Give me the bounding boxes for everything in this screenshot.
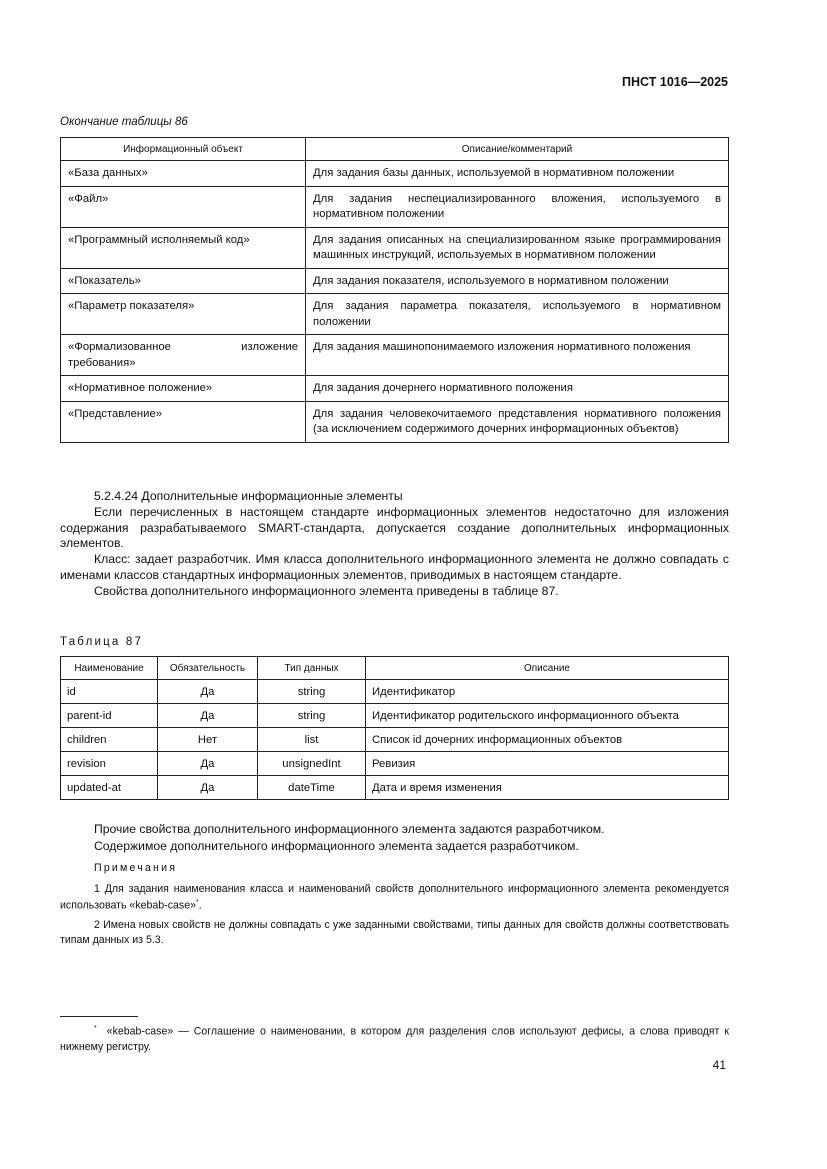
column-header-type: Тип данных	[258, 657, 366, 680]
table-row	[61, 186, 729, 227]
footnote-separator	[60, 1016, 138, 1017]
footnote-text: «kebab-case» — Соглашение о наименовании, в котором для разделения слов используют дефисы, а слова приводят к нижнему регистру.	[60, 1025, 729, 1053]
table-row	[61, 776, 729, 800]
description-cell: Для задания описанных на специализированном языке программирования машинных инструкций, используемых в нормативном положении	[306, 227, 729, 268]
column-header-name: Наименование	[61, 657, 158, 680]
footnote-paragraph	[60, 1021, 729, 1055]
name-cell: id	[61, 680, 158, 704]
footnote-mark: *	[94, 1025, 97, 1032]
required-cell: Да	[158, 704, 258, 728]
section-heading: 5.2.4.24 Дополнительные информационные элементы	[94, 489, 403, 503]
object-cell: «Нормативное положение»	[61, 376, 306, 402]
table-header-row	[61, 657, 729, 680]
object-cell: «Программный исполняемый код»	[61, 227, 306, 268]
notes	[60, 861, 729, 952]
description-cell: Ревизия	[366, 752, 729, 776]
required-cell: Да	[158, 776, 258, 800]
description-cell: Для задания параметра показателя, используемого в нормативном положении	[306, 294, 729, 335]
footnote-ref: *	[195, 899, 199, 906]
table-86	[60, 137, 729, 443]
table-row	[61, 227, 729, 268]
description-cell: Список id дочерних информационных объектов	[366, 728, 729, 752]
description-cell: Для задания машинопонимаемого изложения нормативного положения	[306, 335, 729, 376]
note-1-end: .	[198, 899, 202, 912]
table-row	[61, 680, 729, 704]
required-cell: Да	[158, 752, 258, 776]
table-row	[61, 335, 729, 376]
type-cell: string	[258, 680, 366, 704]
type-cell: string	[258, 704, 366, 728]
table-row	[61, 294, 729, 335]
required-cell: Нет	[158, 728, 258, 752]
column-header-description: Описание/комментарий	[306, 138, 729, 161]
section-paragraph: Класс: задает разработчик. Имя класса дополнительного информационного элемента не должно совпадать с именами классов стандартных информационных элементов, приводимых в настоящем стандарте.	[60, 552, 729, 582]
document-id: ПНСТ 1016—2025	[622, 75, 728, 89]
table-87-label: Таблица 87	[60, 636, 144, 648]
section-5-2-4-24	[60, 489, 729, 600]
section-paragraph: Свойства дополнительного информационного элемента приведены в таблице 87.	[94, 583, 559, 598]
note-1-text: 1 Для задания наименования класса и наименований свойств дополнительного информационного элемента рекомендуется использовать «kebab-case»	[60, 882, 729, 912]
object-cell: «Параметр показателя»	[61, 294, 306, 335]
name-cell: parent-id	[61, 704, 158, 728]
description-cell: Для задания базы данных, используемой в нормативном положении	[306, 161, 729, 187]
table-row	[61, 728, 729, 752]
after-table-text	[60, 821, 729, 855]
object-cell: «Показатель»	[61, 268, 306, 294]
table-row	[61, 401, 729, 442]
object-cell: «Файл»	[61, 186, 306, 227]
name-cell: revision	[61, 752, 158, 776]
column-header-description: Описание	[366, 657, 729, 680]
description-cell: Для задания человекочитаемого представления нормативного положения (за исключением содержимого дочерних информационных объектов)	[306, 401, 729, 442]
object-cell: «База данных»	[61, 161, 306, 187]
description-cell: Идентификатор	[366, 680, 729, 704]
table-87	[60, 656, 729, 800]
table-row	[61, 376, 729, 402]
description-cell: Для задания неспециализированного вложения, используемого в нормативном положении	[306, 186, 729, 227]
footnote	[60, 1021, 729, 1055]
notes-heading: Примечания	[94, 862, 178, 874]
object-cell: «Представление»	[61, 401, 306, 442]
table-row	[61, 268, 729, 294]
description-cell: Идентификатор родительского информационного объекта	[366, 704, 729, 728]
name-cell: children	[61, 728, 158, 752]
paragraph: Содержимое дополнительного информационного элемента задается разработчиком.	[94, 839, 579, 853]
page-number: 41	[712, 1058, 726, 1072]
note-1	[60, 882, 729, 914]
name-cell: updated-at	[61, 776, 158, 800]
column-header-required: Обязательность	[158, 657, 258, 680]
description-cell: Для задания показателя, используемого в нормативном положении	[306, 268, 729, 294]
type-cell: unsignedInt	[258, 752, 366, 776]
table-row	[61, 704, 729, 728]
object-cell: «Формализованное изложение требования»	[61, 335, 306, 376]
table-86-caption: Окончание таблицы 86	[60, 116, 188, 128]
description-cell: Для задания дочернего нормативного положения	[306, 376, 729, 402]
table-row	[61, 752, 729, 776]
description-cell: Дата и время изменения	[366, 776, 729, 800]
table-row	[61, 161, 729, 187]
column-header-object: Информационный объект	[61, 138, 306, 161]
note-2: 2 Имена новых свойств не должны совпадать с уже заданными свойствами, типы данных для свойств должны соответствовать типам данных из 5.3.	[60, 919, 729, 946]
paragraph: Прочие свойства дополнительного информационного элемента задаются разработчиком.	[94, 822, 605, 836]
section-paragraph: Если перечисленных в настоящем стандарте информационных элементов недостаточно для изложения содержания разрабатываемого SMART-стандарта, допускается создание дополнительных информационных элементов.	[60, 504, 729, 551]
table-header-row	[61, 138, 729, 161]
type-cell: list	[258, 728, 366, 752]
type-cell: dateTime	[258, 776, 366, 800]
required-cell: Да	[158, 680, 258, 704]
